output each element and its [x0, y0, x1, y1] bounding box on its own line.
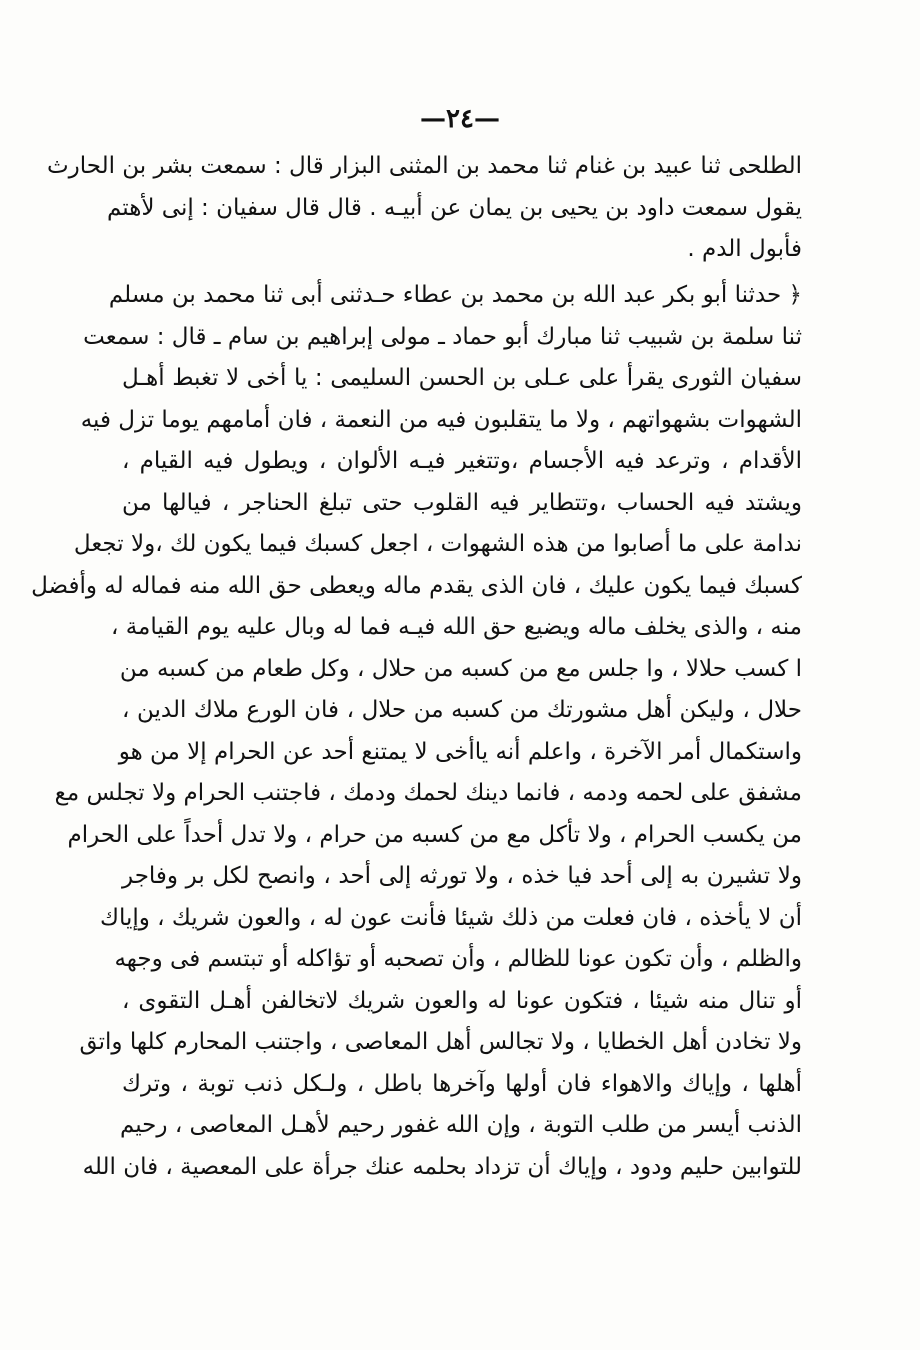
text-line: الأقدام ، وترعد فيه الأجسام ،وتتغير فيـه الألوان ، ويطول فيه القيام ،	[122, 448, 802, 474]
text-line: أهلها ، وإياك والاهواء فان أولها وآخرها باطل ، ولـكل ذنب توبة ، وترك	[122, 1070, 802, 1097]
text-line: ثنا سلمة بن شبيب ثنا مبارك أبو حماد ـ مولى إبراهيم بن سام ـ قال : سمعت	[83, 323, 802, 350]
text-line: الشهوات بشهواتهم ، ولا ما يتقلبون فيه من النعمة ، فان أمامهم يوما تزل فيه	[80, 406, 802, 433]
text-line: واستكمال أمر الآخرة ، واعلم أنه ياأخى لا يمتنع أحد عن الحرام إلا من هو	[118, 738, 802, 765]
text-line: ويشتد فيه الحساب ،وتتطاير فيه القلوب حتى تبلغ الحناجر ، فيالها من	[122, 489, 802, 516]
text-line: كسبك فيما يكون عليك ، فان الذى يقدم ماله ويعطى حق الله منه فماله له وأفضل	[31, 572, 802, 599]
text-line: والظلم ، وأن تكون عونا للظالم ، وأن تصحبه أو تؤاكله أو تبتسم فى وجهه	[114, 946, 802, 972]
text-line: ندامة على ما أصابوا من هذه الشهوات ، اجعل كسبك فيما يكون لك ،ولا تجعل	[73, 531, 802, 557]
text-line: فأبول الدم .	[687, 236, 802, 262]
paragraph-1	[46, 146, 802, 271]
text-line: منه ، والذى يخلف ماله ويضيع حق الله فيـه فما له وبال عليه يوم القيامة ،	[110, 614, 802, 640]
text-line: سفيان الثورى يقرأ على عـلى بن الحسن السليمى : يا أخى لا تغبط أهـل	[122, 365, 802, 391]
text-line: ولا تشيرن به إلى أحد فيا خذه ، ولا تورثه إلى أحد ، وانصح لكل بر وفاجر	[122, 863, 802, 889]
text-line: ﴿ حدثنا أبو بكر عبد الله بن محمد بن عطاء حـدثنى أبى ثنا محمد بن مسلم	[108, 282, 802, 308]
text-line: حلال ، وليكن أهل مشورتك من كسبه من حلال ، فان الورع ملاك الدين ،	[122, 697, 802, 723]
text-line: مشفق على لحمه ودمه ، فانما دينك لحمك ودمك ، فاجتنب الحرام ولا تجلس مع	[54, 780, 802, 806]
text-line: ا كسب حلالا ، وا جلس مع من كسبه من حلال ، وكل طعام من كسبه من	[119, 655, 802, 682]
text-line: للتوابين حليم ودود ، وإياك أن تزداد بحلمه عنك جرأة على المعصية ، فان الله	[82, 1153, 802, 1180]
text-line: أو تنال منه شيئا ، فتكون عونا له والعون شريك لاتخالفن أهـل التقوى ،	[122, 987, 802, 1014]
text-line: الذنب أيسر من طلب التوبة ، وإن الله غفور رحيم لأهـل المعاصى ، رحيم	[119, 1112, 802, 1138]
text-line: يقول سمعت داود بن يحيى بن يمان عن أبيـه . قال قال سفيان : إنى لأهتم	[106, 194, 802, 221]
paragraph-2	[31, 275, 802, 1188]
text-line: الطلحى ثنا عبيد بن غنام ثنا محمد بن المثنى البزار قال : سمعت بشر بن الحارث	[46, 153, 802, 179]
text-line: من يكسب الحرام ، ولا تأكل مع من كسبه من حرام ، ولا تدل أحداً على الحرام	[67, 821, 802, 848]
page-number: —٢٤—	[420, 104, 500, 134]
text-line: أن لا يأخذه ، فان فعلت من ذلك شيئا فأنت عون له ، والعون شريك ، وإياك	[99, 904, 802, 931]
text-line: ولا تخادن أهل الخطايا ، ولا تجالس أهل المعاصى ، واجتنب المحارم كلها واتق	[79, 1029, 802, 1055]
